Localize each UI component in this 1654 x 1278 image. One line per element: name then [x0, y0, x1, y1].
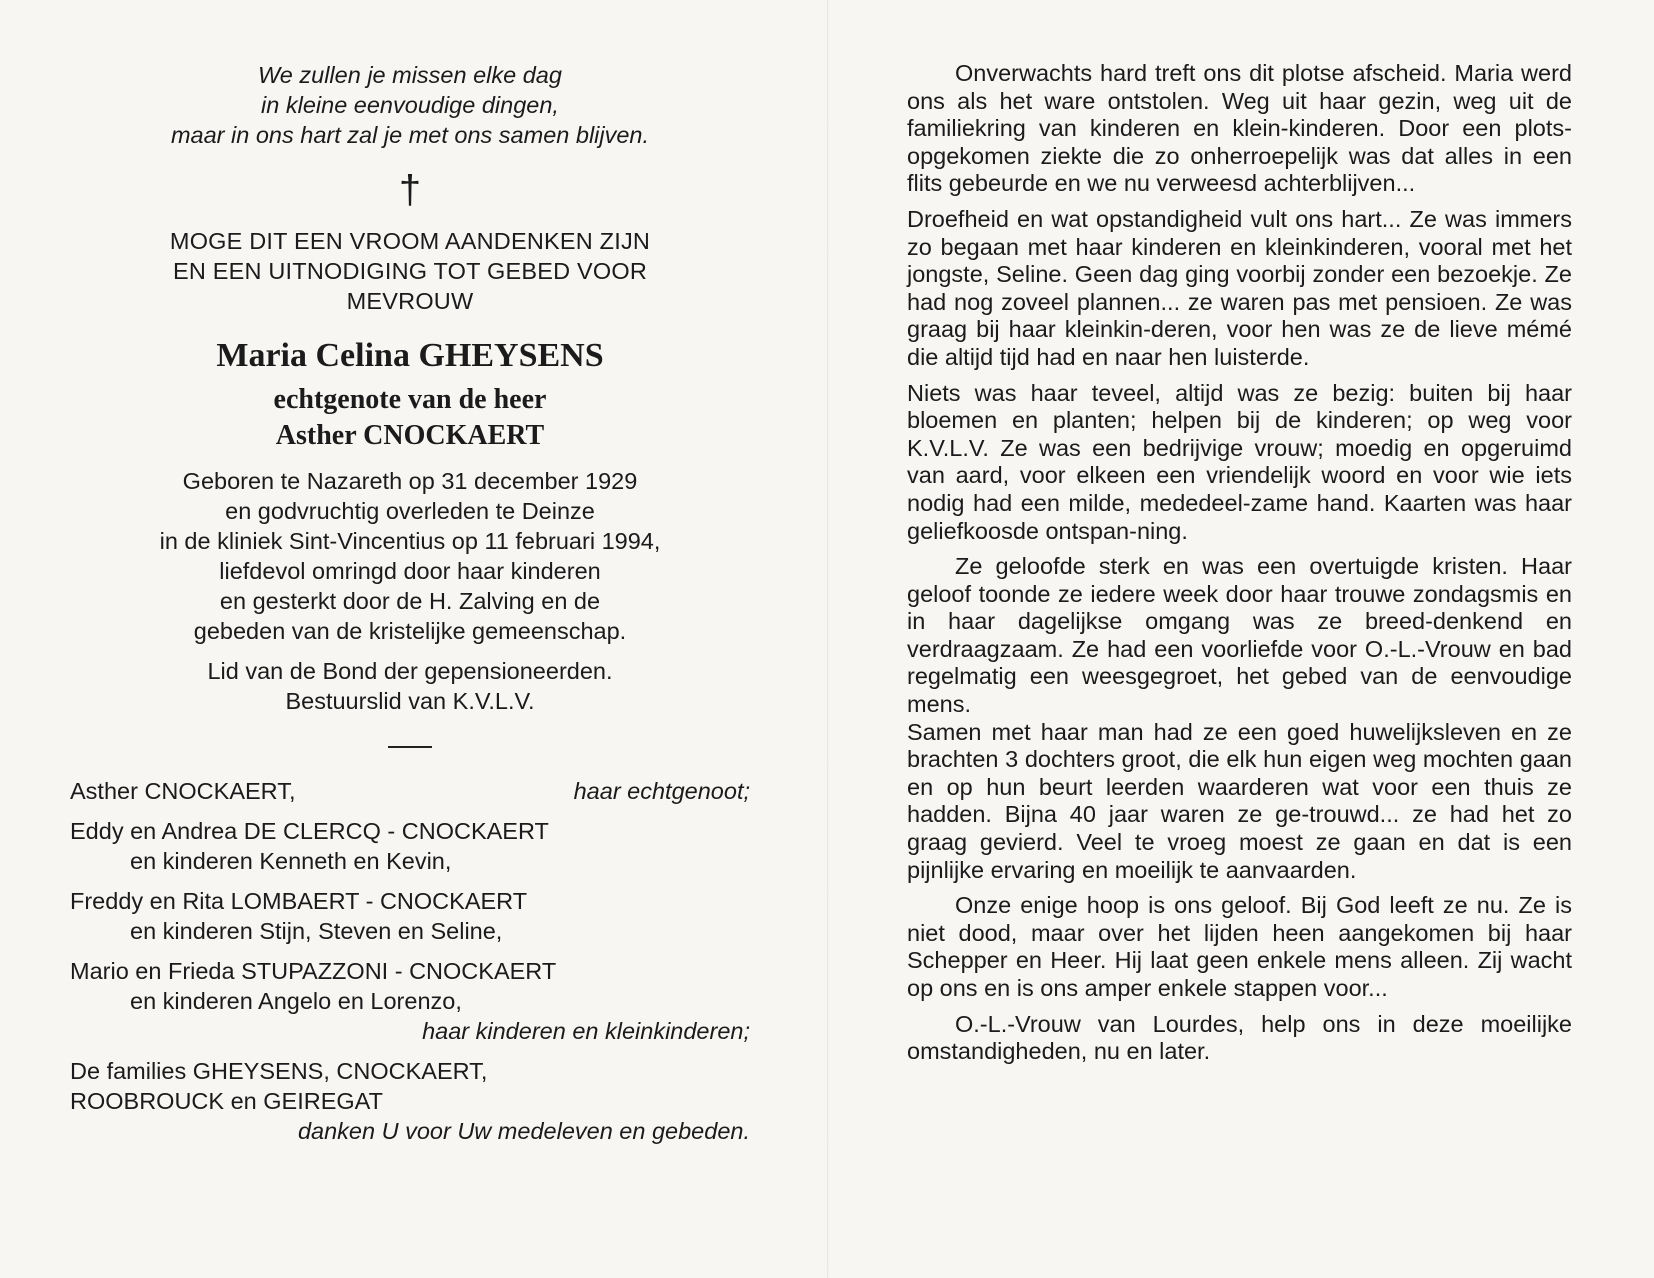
families-line: De families GHEYSENS, CNOCKAERT, — [70, 1058, 488, 1084]
memberships — [70, 656, 750, 716]
poem-line: We zullen je missen elke dag — [258, 62, 562, 88]
husband-role: haar echtgenoot; — [573, 778, 750, 804]
bio-line: en gesterkt door de H. Zalving en de — [219, 588, 601, 614]
text-paragraph: Samen met haar man had ze een goed huwelijksleven en ze brachten 3 dochters groot, die elk hun eigen weg mochten gaan en op hun beurt leerden waarderen wat voor een thuis ze hadden. Bijna 40 jaar waren ze ge-trouwd... ze had het zo graag gevierd. Veel te vroeg moest ze gaan en dat is een pijnlijke ervaring en moeilijk te aanvaarden. — [907, 718, 1572, 883]
divider — [388, 746, 432, 748]
grandchildren: en kinderen Stijn, Steven en Seline, — [130, 918, 503, 944]
families-line: ROOBROUCK en GEIREGAT — [70, 1088, 383, 1114]
left-page — [70, 60, 750, 1146]
membership-line: Lid van de Bond der gepensioneerden. — [207, 658, 613, 684]
right-page — [907, 60, 1572, 1074]
biography — [70, 466, 750, 646]
card-fold — [827, 0, 829, 1278]
text-paragraph: Ze geloofde sterk en was een overtuigde kristen. Haar geloof toonde ze iedere week door haar trouwe zondagsmis en in haar dagelijkse omgang was ze breed-denkend en verdraagzaam. Ze had een voorliefde voor O.-L.-Vrouw en bad regelmatig een weesgegroet, het gebed van de eenvoudige mens. — [907, 553, 1572, 718]
intro-line: MEVROUW — [346, 288, 474, 314]
text-paragraph: Onverwachts hard treft ons dit plotse afscheid. Maria werd ons als het ware ontstolen. Weg uit haar gezin, weg uit de familiekring van kinderen en klein-kinderen. Door een plots-opgekomen ziekte die zo onherroepelijk was dat alles in een flits gebeurde en we nu verweesd achterblijven... — [907, 60, 1572, 197]
bio-line: en godvruchtig overleden te Deinze — [225, 498, 595, 524]
text-paragraph: Onze enige hoop is ons geloof. Bij God leeft ze nu. Ze is niet dood, maar over het lijden heen aangekomen bij haar Schepper en Heer. Hij laat geen enkele mens alleen. Zij wacht op ons en is ons amper enkele stappen voor... — [907, 892, 1572, 1001]
husband-name: Asther CNOCKAERT, — [70, 778, 296, 804]
bio-line: liefdevol omringd door haar kinderen — [219, 558, 601, 584]
grandchildren: en kinderen Angelo en Lorenzo, — [130, 988, 462, 1014]
text-paragraph: O.-L.-Vrouw van Lourdes, help ons in deze moeilijke omstandigheden, nu en later. — [907, 1010, 1572, 1065]
spouse-line: Asther CNOCKAERT — [275, 420, 545, 451]
poem — [70, 60, 750, 150]
poem-line: maar in ons hart zal je met ons samen blijven. — [170, 122, 650, 148]
husband-row — [70, 776, 750, 806]
poem-line: in kleine eenvoudige dingen, — [261, 92, 559, 118]
spouse-info — [70, 382, 750, 454]
cross-icon: † — [398, 168, 422, 212]
child-couple: Mario en Frieda STUPAZZONI - CNOCKAERT — [70, 958, 557, 984]
text-paragraph: Niets was haar teveel, altijd was ze bezig: buiten bij haar bloemen en planten; helpen bij de kinderen; op weg voor K.V.L.V. Ze was een bedrijvige vrouw; moedig en opgeruimd van aard, voor elkeen een vriendelijk woord en voor wie iets nodig had een milde, mededeel-zame hand. Kaarten was haar geliefkoosde ontspan-ning. — [907, 379, 1572, 544]
text-paragraph: Droefheid en wat opstandigheid vult ons hart... Ze was immers zo begaan met haar kinderen en kleinkinderen, vooral met het jongste, Seline. Geen dag ging voorbij zonder een bezoekje. Ze had nog zoveel plannen... ze waren pas met pensioen. Ze was graag bij haar kleinkin-deren, voor hen was ze de lieve mémé die altijd tijd had en naar hen luisterde. — [907, 205, 1572, 370]
intro-line: MOGE DIT EEN VROOM AANDENKEN ZIJN — [169, 228, 651, 254]
child-family — [70, 956, 750, 1016]
children-role: haar kinderen en kleinkinderen; — [422, 1018, 750, 1044]
spouse-line: echtgenote van de heer — [273, 384, 547, 415]
intro-line: EN EEN UITNODIGING TOT GEBED VOOR — [172, 258, 648, 284]
child-family — [70, 886, 750, 946]
bio-line: Geboren te Nazareth op 31 december 1929 — [182, 468, 638, 494]
thanks-line: danken U voor Uw medeleven en gebeden. — [297, 1118, 750, 1144]
intro — [70, 226, 750, 316]
child-couple: Eddy en Andrea DE CLERCQ - CNOCKAERT — [70, 818, 549, 844]
membership-line: Bestuurslid van K.V.L.V. — [285, 688, 535, 714]
child-couple: Freddy en Rita LOMBAERT - CNOCKAERT — [70, 888, 528, 914]
bio-line: in de kliniek Sint-Vincentius op 11 februari 1994, — [159, 528, 661, 554]
bio-line: gebeden van de kristelijke gemeenschap. — [193, 618, 627, 644]
grandchildren: en kinderen Kenneth en Kevin, — [130, 848, 452, 874]
child-family — [70, 816, 750, 876]
deceased-name: Maria Celina GHEYSENS — [216, 337, 604, 374]
